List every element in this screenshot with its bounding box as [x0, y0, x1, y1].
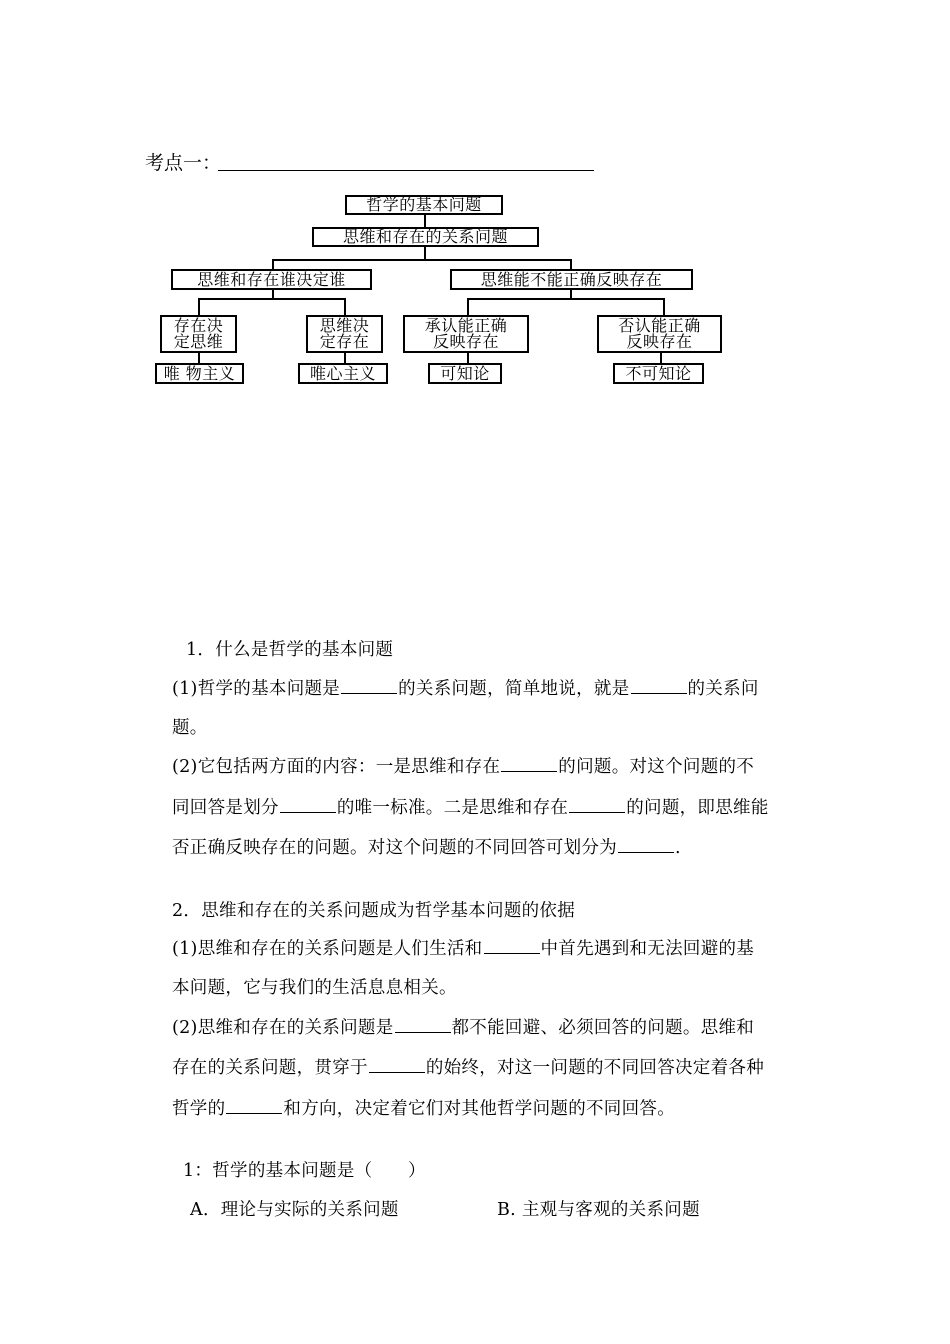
fill-blank: [280, 811, 336, 813]
section1-paragraph2-line3: [172, 834, 681, 859]
text: .: [675, 838, 681, 858]
leaf-line: 定思维: [173, 332, 224, 351]
connector: [198, 298, 346, 300]
connector: [198, 298, 200, 315]
diagram-root: 哲学的基本问题: [345, 195, 503, 215]
connector: [660, 353, 662, 363]
leaf-line: 定存在: [319, 332, 370, 351]
section2-paragraph1-line1: [172, 935, 754, 960]
text: 同回答是划分: [172, 798, 279, 818]
section1-paragraph2-line1: [172, 753, 754, 778]
fill-blank: [631, 692, 687, 694]
connector: [467, 353, 469, 363]
text: 中首先遇到和无法回避的基: [540, 939, 755, 959]
leaf-line: 思维决: [319, 316, 370, 335]
connector: [344, 353, 346, 363]
section2-title: 2．思维和存在的关系问题成为哲学基本问题的依据: [172, 901, 576, 921]
diagram-leaf-4: [597, 315, 722, 353]
fill-blank: [618, 851, 674, 853]
text: 的始终，对这一问题的不同回答决定着各种: [425, 1058, 765, 1078]
text: (2)它包括两方面的内容：一是思维和存在: [172, 757, 501, 777]
text: (2)思维和存在的关系问题是: [172, 1018, 394, 1038]
section2-paragraph2-line2: [172, 1054, 764, 1079]
leaf-line: 反映存在: [626, 332, 693, 351]
connector: [198, 353, 200, 363]
fill-blank: [341, 692, 397, 694]
text: 哲学的: [172, 1099, 226, 1119]
text: 和方向，决定着它们对其他哲学问题的不同回答。: [283, 1099, 676, 1119]
diagram-branch-right: 思维能不能正确反映存在: [450, 269, 693, 290]
diagram-branch-left: 思维和存在谁决定谁: [171, 269, 372, 290]
text: 否正确反映存在的问题。对这个问题的不同回答可划分为: [172, 838, 617, 858]
connector: [663, 298, 665, 315]
kaodian-label: 考点一：: [145, 152, 222, 174]
connector: [467, 298, 665, 300]
diagram-result-2: 唯心主义: [298, 363, 388, 384]
leaf-line: 存在决: [173, 316, 224, 335]
connector: [467, 298, 469, 315]
text: (1)思维和存在的关系问题是人们生活和: [172, 939, 483, 959]
section1-paragraph1-line2: 题。: [172, 718, 208, 738]
option-b: B. 主观与客观的关系问题: [497, 1200, 700, 1220]
section1-title: 1．什么是哲学的基本问题: [186, 640, 394, 660]
connector: [272, 259, 274, 269]
fill-blank: [501, 770, 557, 772]
section1-paragraph1-line1: [172, 675, 759, 700]
text: 的关系问题，简单地说，就是: [398, 679, 630, 699]
connector: [424, 215, 426, 227]
diagram-leaf-2: [306, 315, 383, 353]
leaf-line: 反映存在: [432, 332, 499, 351]
connector: [570, 259, 572, 269]
diagram-result-4: 不可知论: [613, 363, 704, 384]
text: 的关系问: [687, 679, 759, 699]
diagram-result-3: 可知论: [428, 363, 502, 384]
leaf-line: 否认能正确: [618, 316, 701, 335]
section2-paragraph2-line3: [172, 1095, 675, 1120]
diagram-level1: 思维和存在的关系问题: [312, 227, 539, 247]
fill-blank: [484, 952, 540, 954]
text: (1)哲学的基本问题是: [172, 679, 341, 699]
diagram-result-1: 唯 物主义: [155, 363, 244, 384]
section1-paragraph2-line2: [172, 794, 769, 819]
section2-paragraph2-line1: [172, 1014, 754, 1039]
section2-paragraph1-line2: 本问题，它与我们的生活息息相关。: [172, 978, 457, 998]
option-a: A．理论与实际的关系问题: [190, 1200, 399, 1220]
kaodian-blank-line: [218, 170, 594, 171]
text: 的唯一标准。二是思维和存在: [336, 798, 569, 818]
diagram-leaf-3: [403, 315, 529, 353]
fill-blank: [369, 1071, 425, 1073]
leaf-line: 承认能正确: [424, 316, 508, 335]
text: 的问题，即思维能: [626, 798, 769, 818]
fill-blank: [569, 811, 625, 813]
diagram-leaf-1: [160, 315, 237, 353]
fill-blank: [395, 1031, 451, 1033]
connector: [344, 298, 346, 315]
text: 都不能回避、必须回答的问题。思维和: [451, 1018, 755, 1038]
text: 的问题。对这个问题的不: [558, 757, 755, 777]
connector: [272, 259, 572, 261]
question-stem: 1：哲学的基本问题是（ ）: [183, 1161, 426, 1181]
text: 存在的关系问题，贯穿于: [172, 1058, 368, 1078]
fill-blank: [226, 1112, 282, 1114]
